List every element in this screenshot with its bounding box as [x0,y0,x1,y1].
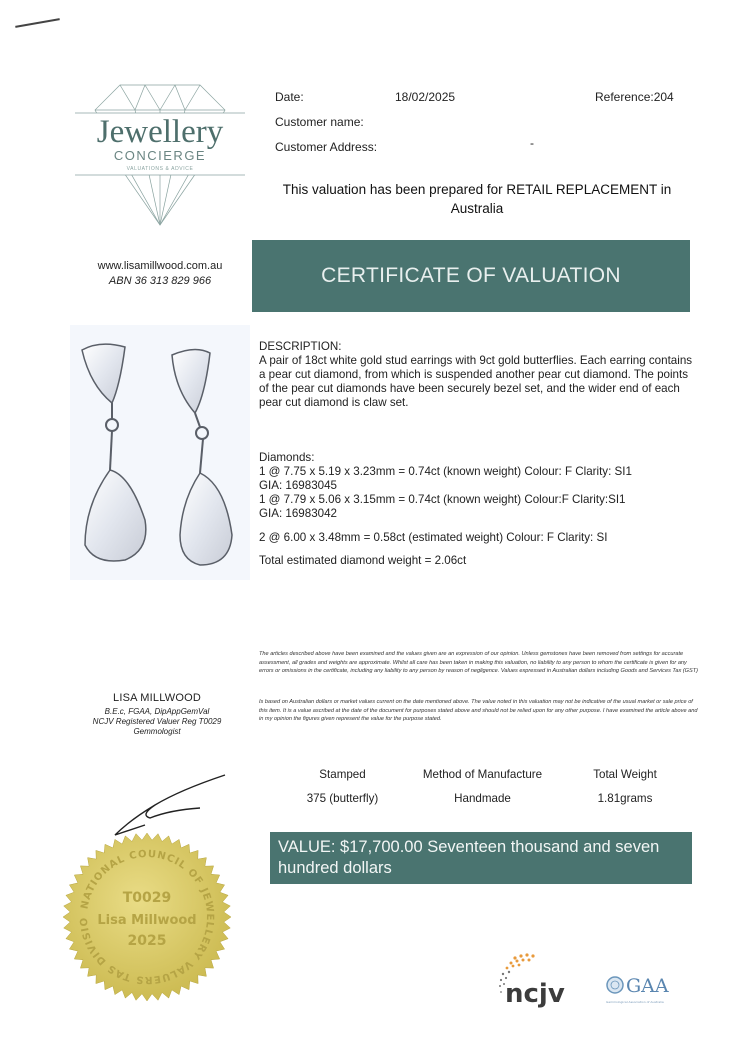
earrings-illustration [70,325,250,580]
diamond-line: GIA: 16983045 [259,479,337,492]
diamonds-label: Diamonds: [259,451,315,464]
specs-header-stamped: Stamped [319,768,366,781]
seal-graphic [62,832,232,1002]
description-section [259,340,699,410]
diamonds-section [259,451,699,568]
logo-brand-concierge: CONCIERGE [113,148,207,163]
specs-value-stamped: 375 (butterfly) [306,792,379,805]
specs-header-weight: Total Weight [593,768,657,781]
gaa-logo [604,970,694,1010]
diamond-line: 2 @ 6.00 x 3.48mm = 0.58ct (estimated weight) Colour: F Clarity: SI [259,531,608,544]
gaa-emblem-icon [604,970,694,1010]
certificate-title-banner [252,240,690,312]
diamond-line: 1 @ 7.75 x 5.19 x 3.23mm = 0.74ct (known weight) Colour: F Clarity: SI1 [259,465,632,478]
diamond-line: GIA: 16983042 [259,507,337,520]
certificate-title: CERTIFICATE OF VALUATION [321,264,621,287]
earrings-photo [70,325,250,580]
ncjv-dot-arc-icon [485,950,580,1010]
customer-address-value: - [530,136,534,150]
seal-name: Lisa Millwood [97,913,197,928]
valuation-amount-banner [270,832,692,884]
date-value: 18/02/2025 [395,90,456,104]
ncjv-gold-seal [62,832,232,1002]
valuation-amount: VALUE: $17,700.00 Seventeen thousand and seven hundred dollars [278,838,660,877]
logo-brand-jewellery: Jewellery [96,114,224,150]
valuer-registration: NCJV Registered Valuer Reg T0029 [92,717,222,726]
item-specs-table [285,768,695,805]
ncjv-logo [485,950,580,1010]
website-link[interactable]: www.lisamillwood.com.au [97,260,223,272]
customer-name-label: Customer name: [275,115,364,129]
ncjv-wordmark: ncjv [505,979,565,1009]
scan-pen-mark [15,18,60,28]
specs-value-method: Handmade [454,792,511,805]
valuer-name: LISA MILLWOOD [113,692,201,704]
reference-number: Reference:204 [595,90,674,104]
seal-ring-text: NATIONAL COUNCIL OF JEWELLERY VALUERS TAS DIVISIO [78,848,216,986]
logo-tagline: VALUATIONS & ADVICE [126,166,194,172]
disclaimer-text: The articles described above have been examined and the values given are an expression of our opinion. Unless gemstones have been removed from settings for accurate assessment, all grades and weights are approximate. Whilst all care has been taken in making this valuation, no liability to any person to whom the certificate is given for any errors or omissions in the certificate, including any liability to any person by reason of negligence. Values expressed in Australian dollars including Goods and Services Tax (GST) [259,651,699,674]
total-diamond-weight: Total estimated diamond weight = 2.06ct [259,554,467,567]
gaa-wordmark: GAA [626,975,669,997]
purpose-statement: This valuation has been prepared for RETAIL REPLACEMENT in Australia [282,182,672,216]
customer-address-label: Customer Address: [275,140,378,154]
diamond-line: 1 @ 7.79 x 5.06 x 3.15mm = 0.74ct (known weight) Colour:F Clarity:SI1 [259,493,626,506]
contact-block [70,259,250,289]
specs-header-row [285,768,695,781]
specs-header-method: Method of Manufacture [422,768,543,781]
valuer-title: Gemmologist [133,727,181,736]
seal-year: 2025 [127,933,167,949]
abn-number: ABN 36 313 829 966 [108,275,212,287]
specs-value-weight: 1.81grams [597,792,653,805]
disclaimer-text: Is based on Australian dollars or market values current on the date mentioned above. The value noted in this valuation may not be indicative of the usual market or sale price of this item. It is a value ascribed at the date of the document for purposes stated above and should not be relied upon for any other purpose. I have examined the article above and in my opinion the figures given represent the value for the purpose stated. [259,699,698,722]
description-text: A pair of 18ct white gold stud earrings with 9ct gold butterflies. Each earring contains a pear cut diamond, from which is suspended another pear cut diamond. The points of the pear cut diamonds have been securely bezel set, and the wider end of each pear cut diamond is claw set. [259,354,693,409]
valuer-block [62,692,252,737]
seal-reg: T0029 [122,890,172,906]
description-label: DESCRIPTION: [259,340,342,353]
gaa-subtitle: Gemmological Association of Australia [606,1000,664,1004]
jewellery-concierge-logo [75,80,245,230]
valuer-qualifications: B.E.c, FGAA, DipAppGemVal [104,707,210,716]
date-label: Date: [275,90,304,104]
specs-value-row [285,792,695,805]
handwritten-signature [100,770,230,840]
